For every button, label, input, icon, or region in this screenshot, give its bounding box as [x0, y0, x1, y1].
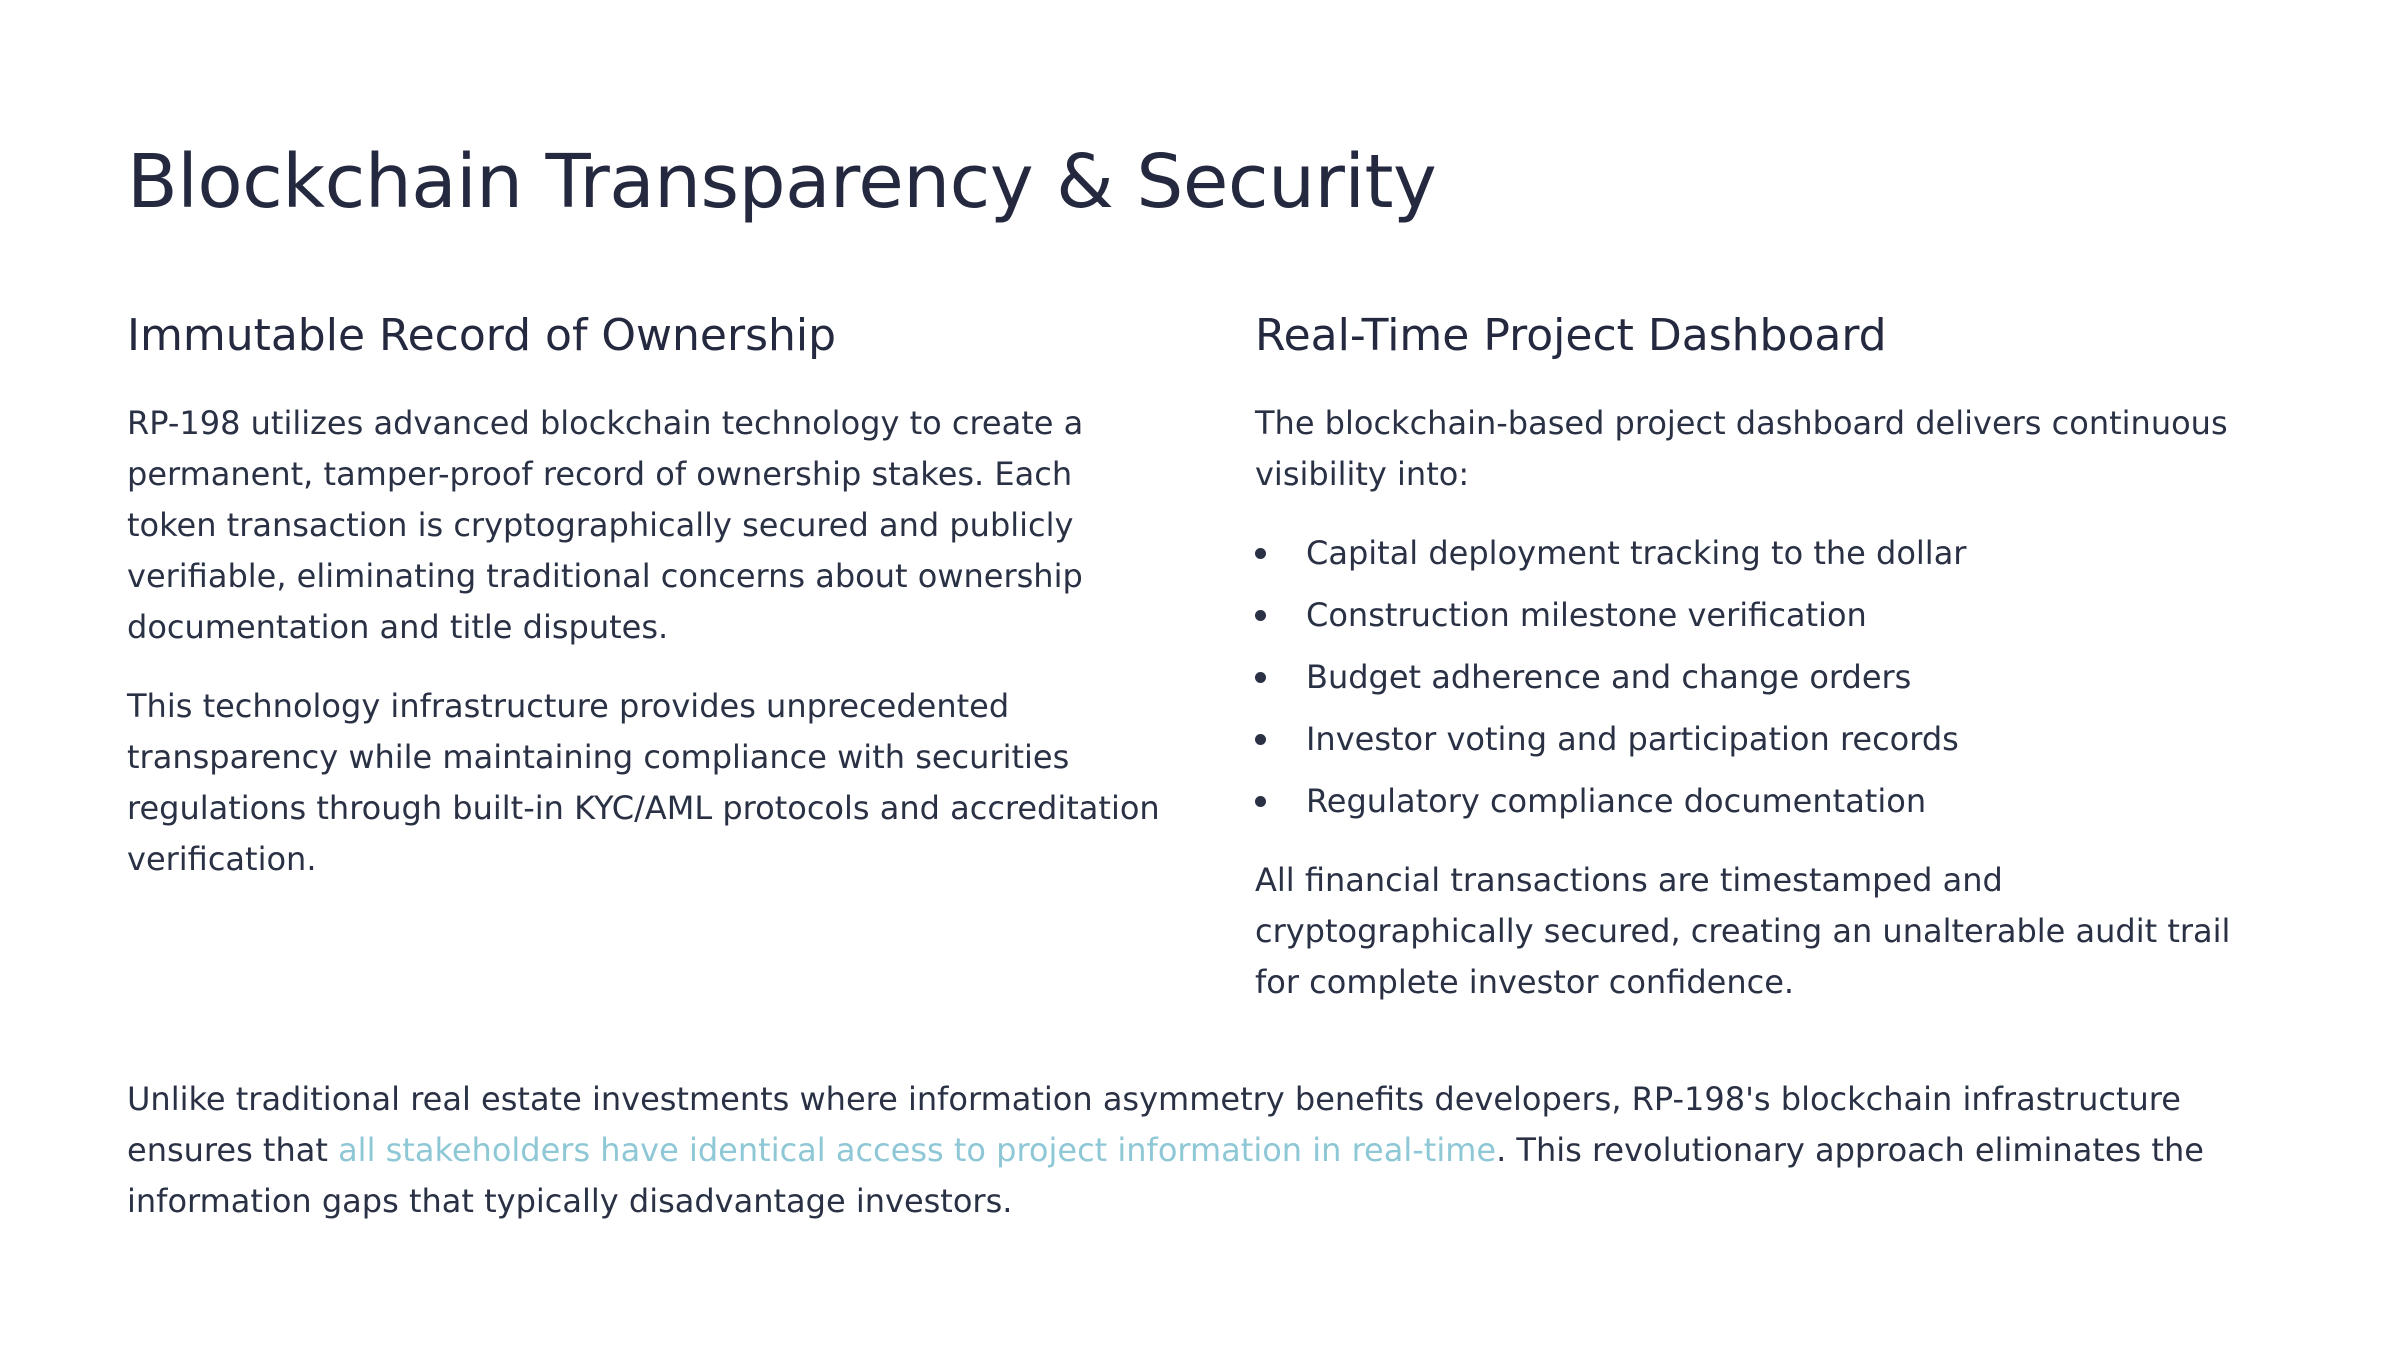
list-item — [1255, 652, 2273, 703]
left-heading: Immutable Record of Ownership — [127, 310, 837, 362]
list-item-text: Capital deployment tracking to the dollar — [1305, 533, 1967, 572]
bullet-icon — [1255, 734, 1266, 745]
right-intro: The blockchain-based project dashboard delivers continuous visibility into: — [1254, 403, 2228, 493]
right-column — [1255, 311, 2273, 1036]
bullet-icon — [1255, 610, 1266, 621]
list-item — [1255, 590, 2273, 641]
list-item — [1255, 776, 2273, 827]
page-title: Blockchain Transparency & Security — [127, 139, 1437, 225]
bullet-icon — [1255, 796, 1266, 807]
list-item-text: Budget adherence and change orders — [1305, 657, 1912, 696]
list-item — [1255, 528, 2273, 579]
list-item-text: Construction milestone verification — [1305, 595, 1867, 634]
content-columns — [127, 311, 2273, 1036]
closing-text-end: . This revolutionary approach eliminates the information gaps that typically disadvantage investors. — [127, 1130, 2204, 1220]
right-heading: Real-Time Project Dashboard — [1254, 310, 1887, 362]
left-column — [127, 311, 1165, 1036]
highlighted-phrase: all stakeholders have identical access to project information in real-time — [338, 1130, 1497, 1169]
list-item-text: Investor voting and participation records — [1305, 719, 1959, 758]
left-paragraph-2: This technology infrastructure provides unprecedented transparency while maintaining compliance with securities regulations through built-in KYC/AML protocols and accreditation verification. — [127, 686, 1160, 878]
bullet-list — [1255, 528, 2273, 827]
bullet-icon — [1255, 548, 1266, 559]
list-item-text: Regulatory compliance documentation — [1305, 781, 1927, 820]
right-outro: All financial transactions are timestamped and cryptographically secured, creating an unalterable audit trail for complete investor confidence. — [1254, 860, 2231, 1001]
closing-paragraph — [127, 1074, 2297, 1227]
bullet-icon — [1255, 672, 1266, 683]
left-paragraph-1: RP-198 utilizes advanced blockchain technology to create a permanent, tamper-proof record of ownership stakes. Each token transaction is cryptographically secured and publicly verifiable, eliminating traditional concerns about ownership documentation and title disputes. — [127, 403, 1084, 646]
list-item — [1255, 714, 2273, 765]
closing-text-start: Unlike traditional real estate investments where information asymmetry benefits developers, RP-198's blockchain infrastructure ensures that — [127, 1079, 2181, 1169]
